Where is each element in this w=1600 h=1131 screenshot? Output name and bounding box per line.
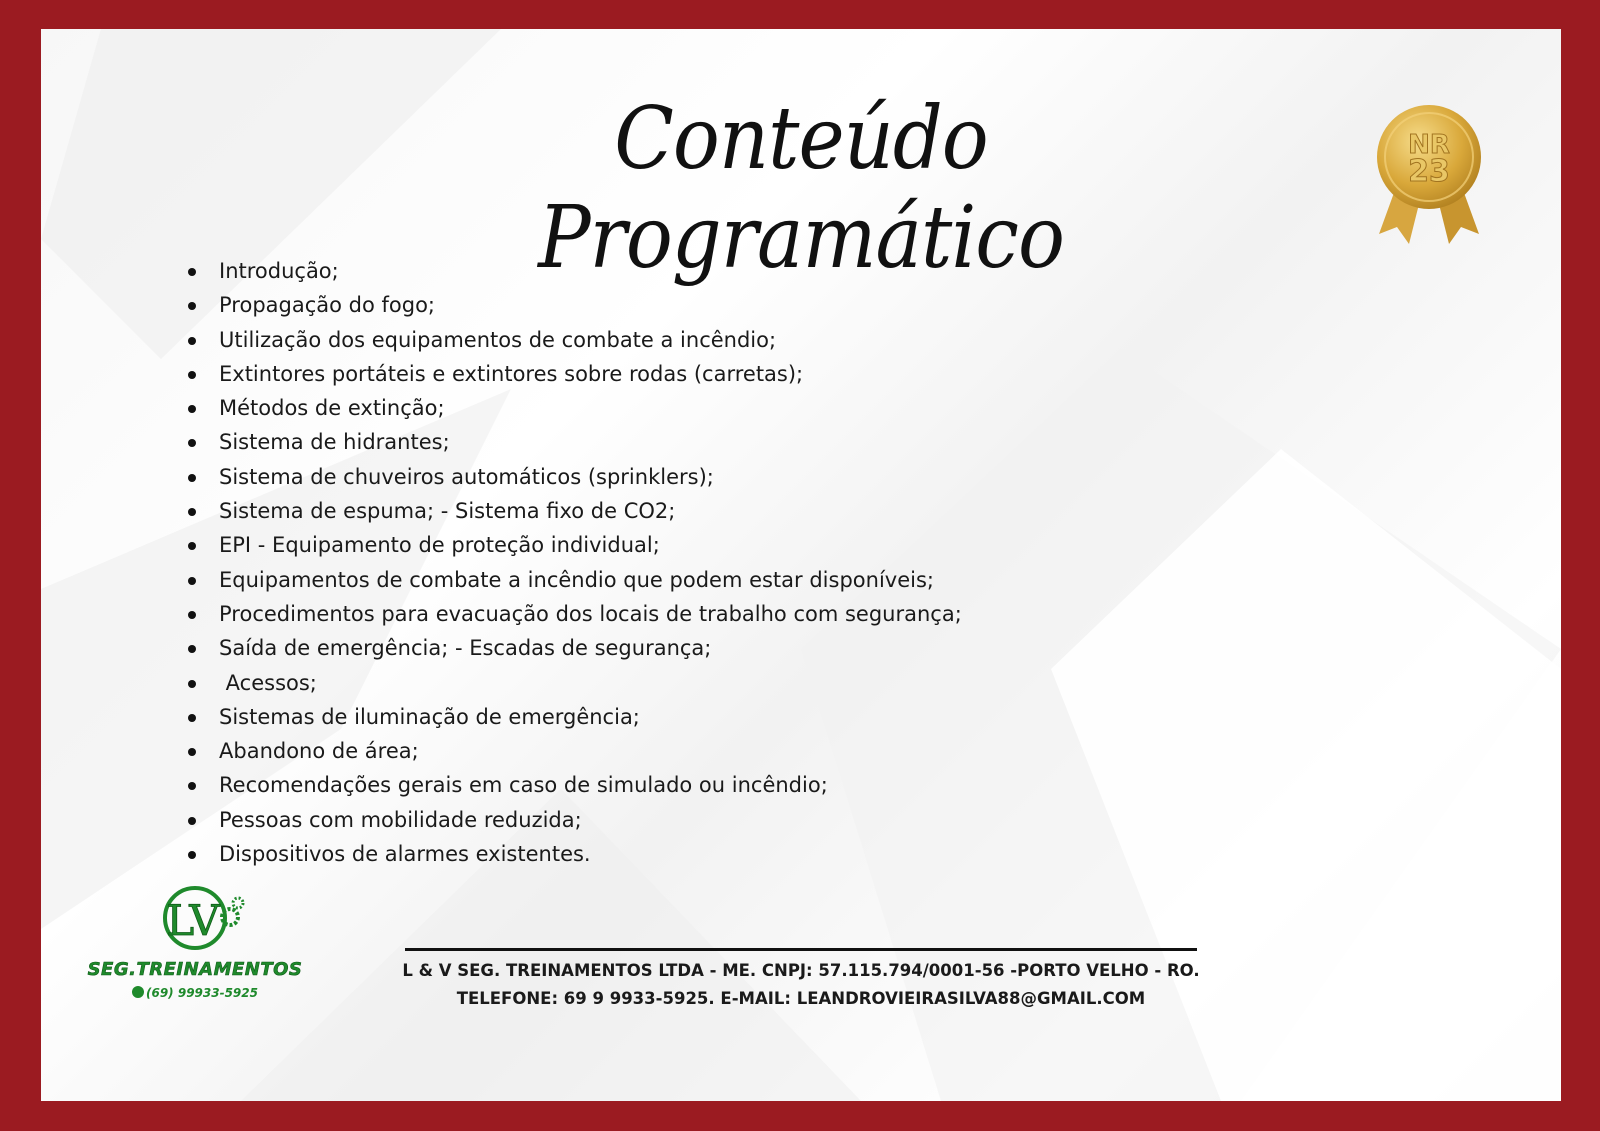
company-logo	[75, 883, 315, 1013]
document-sheet	[41, 29, 1561, 1101]
topic-item: Procedimentos para evacuação dos locais de trabalho com segurança;	[186, 597, 962, 631]
footer-line1: L & V SEG. TREINAMENTOS LTDA - ME. CNPJ: 57.115.794/0001-56 -PORTO VELHO - RO.	[402, 961, 1200, 980]
topic-item: Sistema de hidrantes;	[186, 425, 962, 459]
topic-item: Pessoas com mobilidade reduzida;	[186, 803, 962, 837]
topic-item: Propagação do fogo;	[186, 288, 962, 322]
logo-name: SEG.TREINAMENTOS	[87, 959, 303, 980]
topic-item: Sistema de espuma; - Sistema fixo de CO2;	[186, 494, 962, 528]
nr23-medal-icon	[1369, 99, 1489, 249]
topic-item: Acessos;	[186, 666, 962, 700]
topic-item: Sistemas de iluminação de emergência;	[186, 700, 962, 734]
badge-line1: NR	[1408, 130, 1450, 160]
whatsapp-icon	[132, 986, 144, 998]
logo-monogram: LV	[166, 896, 220, 945]
topic-item: Recomendações gerais em caso de simulado ou incêndio;	[186, 768, 962, 802]
logo-phone	[75, 986, 315, 1000]
topic-item: Extintores portáteis e extintores sobre rodas (carretas);	[186, 357, 962, 391]
topic-item: Sistema de chuveiros automáticos (sprinklers);	[186, 460, 962, 494]
topic-item: Abandono de área;	[186, 734, 962, 768]
badge-line2: 23	[1408, 154, 1450, 189]
topic-item: Saída de emergência; - Escadas de segurança;	[186, 631, 962, 665]
footer-line2: TELEFONE: 69 9 9933-5925. E-MAIL: LEANDROVIEIRASILVA88@GMAIL.COM	[456, 989, 1146, 1008]
lv-gear-monogram-icon	[75, 883, 315, 963]
logo-phone-number: (69) 99933-5925	[146, 986, 258, 1000]
topic-item: Utilização dos equipamentos de combate a incêndio;	[186, 323, 962, 357]
page-title: Conteúdo Programático	[538, 90, 1064, 288]
topic-item: EPI - Equipamento de proteção individual;	[186, 528, 962, 562]
topic-item: Equipamentos de combate a incêndio que podem estar disponíveis;	[186, 563, 962, 597]
footer-divider	[405, 948, 1197, 951]
topics-list	[186, 254, 962, 871]
footer	[371, 957, 1231, 1013]
topic-item: Métodos de extinção;	[186, 391, 962, 425]
topic-item: Introdução;	[186, 254, 962, 288]
topic-item: Dispositivos de alarmes existentes.	[186, 837, 962, 871]
